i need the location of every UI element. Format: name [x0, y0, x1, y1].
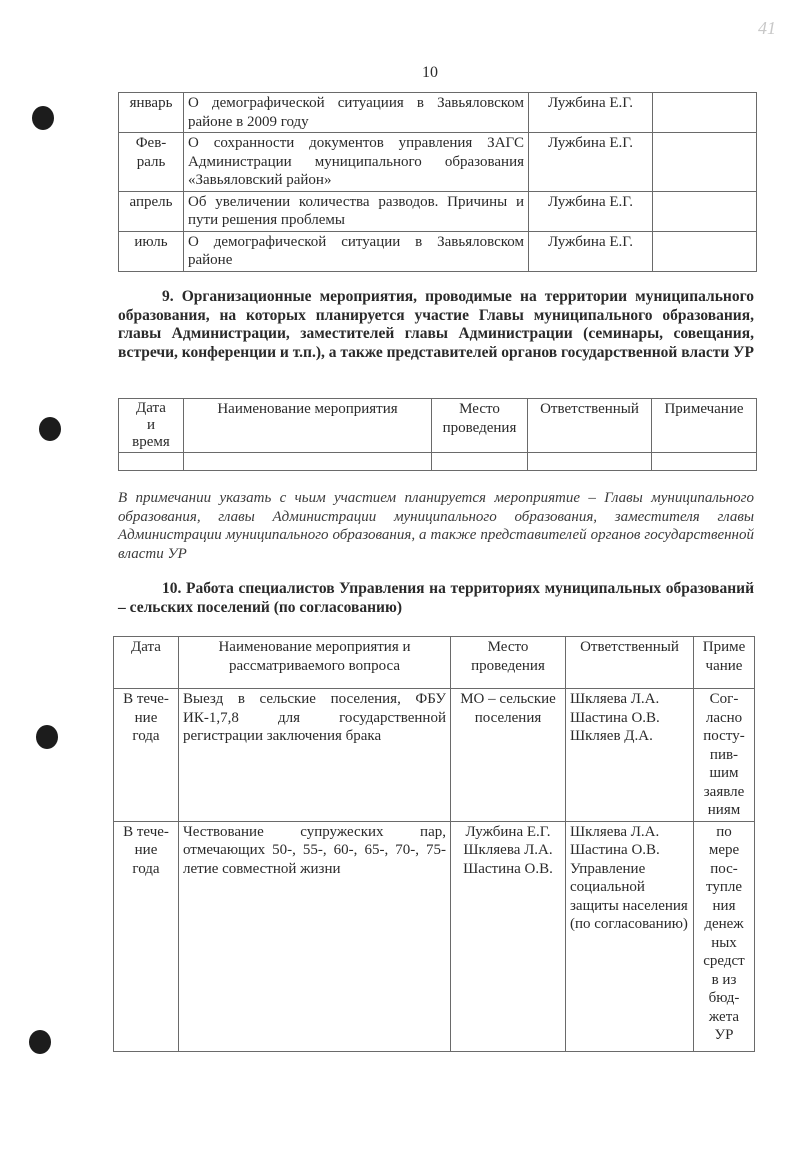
section-10-heading	[118, 580, 754, 617]
event-text: Выезд в сельские поселения, ФБУ ИК-1,7,8 для государственной регистрации заключения брака	[183, 691, 446, 744]
table-cell	[432, 453, 528, 471]
table-row	[119, 453, 757, 471]
month-cell: январь	[119, 93, 184, 133]
note-cell	[653, 191, 757, 231]
section-9-note: В примечании указать с чьим участием планируется мероприятие – Главы муниципального образования, главы Администрации муниципального образования, заместителя главы Администрации муниципального образования, а также представителей органов государственной власти УР	[118, 490, 754, 562]
responsible-cell: Лужбина Е.Г.	[529, 231, 653, 271]
responsible-cell	[566, 689, 694, 822]
date-cell: В тече- ние года	[114, 689, 179, 822]
event-cell	[179, 689, 451, 822]
punch-hole	[32, 106, 54, 130]
section-10-table	[113, 636, 755, 1052]
responsible-person: Шкляева Л.А.	[570, 823, 660, 840]
note-cell	[653, 93, 757, 133]
section-10-number: 10.	[162, 580, 182, 597]
responsible-cell: Лужбина Е.Г.	[529, 133, 653, 192]
month-cell: апрель	[119, 191, 184, 231]
responsible-person: Шкляев Д.А.	[570, 728, 653, 744]
corner-page-mark: 41	[758, 18, 776, 38]
responsible-person: Шастина О.В.	[570, 842, 660, 858]
place-cell	[451, 821, 566, 1051]
responsible-cell: Лужбина Е.Г.	[529, 191, 653, 231]
table-cell	[652, 453, 757, 471]
column-header-place: Место проведения	[432, 399, 528, 453]
month-cell: Фев- раль	[119, 133, 184, 192]
table-row	[119, 133, 757, 192]
table-row	[114, 821, 755, 1051]
responsible-person: Шастина О.В.	[463, 860, 553, 877]
responsible-cell: Лужбина Е.Г.	[529, 93, 653, 133]
table-row	[119, 93, 757, 133]
column-header-event: Наименование мероприятия	[184, 399, 432, 453]
punch-hole	[36, 725, 58, 749]
table-cell	[184, 453, 432, 471]
month-cell: июль	[119, 231, 184, 271]
note-cell	[653, 231, 757, 271]
responsible-person: Шастина О.В.	[570, 709, 660, 726]
column-header-note: Приме чание	[694, 637, 755, 689]
note-cell	[653, 133, 757, 192]
responsible-person: Шкляева Л.А.	[570, 691, 660, 707]
table-header-row	[119, 399, 757, 453]
table-row	[114, 689, 755, 822]
table-row	[119, 191, 757, 231]
schedule-table	[118, 92, 757, 272]
column-header-event	[179, 637, 451, 689]
section-9-table	[118, 398, 757, 471]
table-cell	[528, 453, 652, 471]
section-9-heading	[118, 288, 754, 362]
responsible-cell	[566, 821, 694, 1051]
column-header-responsible: Ответственный	[528, 399, 652, 453]
section-9-number: 9.	[162, 288, 174, 305]
topic-cell: Об увеличении количества разводов. Причины и пути решения проблемы	[184, 191, 529, 231]
section-9-title: Организационные мероприятия, проводимые на территории муниципального образования, на которых планируется участие Главы муниципального образования, главы Администрации, заместителей главы Администрации (семинары, совещания, встречи, конференции и т.п.), а также представителей органов государственной власти УР	[118, 288, 755, 361]
topic-cell: О сохранности документов управления ЗАГС Администрации муниципального образования «Завьяловский район»	[184, 133, 529, 192]
table-cell	[119, 453, 184, 471]
column-header-place: Место проведения	[451, 637, 566, 689]
column-header-event-label: Наименование мероприятия и рассматриваемого вопроса	[218, 639, 411, 674]
place-cell: МО – сельские поселения	[451, 689, 566, 822]
punch-hole	[29, 1030, 51, 1054]
event-cell: Чествование супружеских пар, отмечающих 50-, 55-, 60-, 65-, 70-, 75-летие совместной жизни	[179, 821, 451, 1051]
column-header-date: Дата	[114, 637, 179, 689]
topic-cell: О демографической ситуациия в Завьяловском районе в 2009 году	[184, 93, 529, 133]
topic-cell: О демографической ситуации в Завьяловском районе	[184, 231, 529, 271]
column-header-responsible: Ответственный	[566, 637, 694, 689]
note-cell: Сог- ласно посту- пив- шим заявле ниям	[694, 689, 755, 822]
page-number: 10	[422, 64, 438, 81]
column-header-note: Примечание	[652, 399, 757, 453]
date-cell: В тече- ние года	[114, 821, 179, 1051]
table-header-row	[114, 637, 755, 689]
section-10-title: Работа специалистов Управления на территориях муниципальных образований – сельских поселений (по согласованию)	[118, 580, 755, 616]
responsible-organization: Управление социальной защиты населения (по согласованию)	[570, 860, 688, 932]
responsible-person: Лужбина Е.Г.	[465, 823, 551, 840]
responsible-person: Шкляева Л.А.	[463, 842, 553, 858]
note-cell: по мере пос- тупле ния денеж ных средст в из бюд- жета УР	[694, 821, 755, 1051]
column-header-date: Дата и время	[119, 399, 184, 453]
punch-hole	[39, 417, 61, 441]
table-row	[119, 231, 757, 271]
